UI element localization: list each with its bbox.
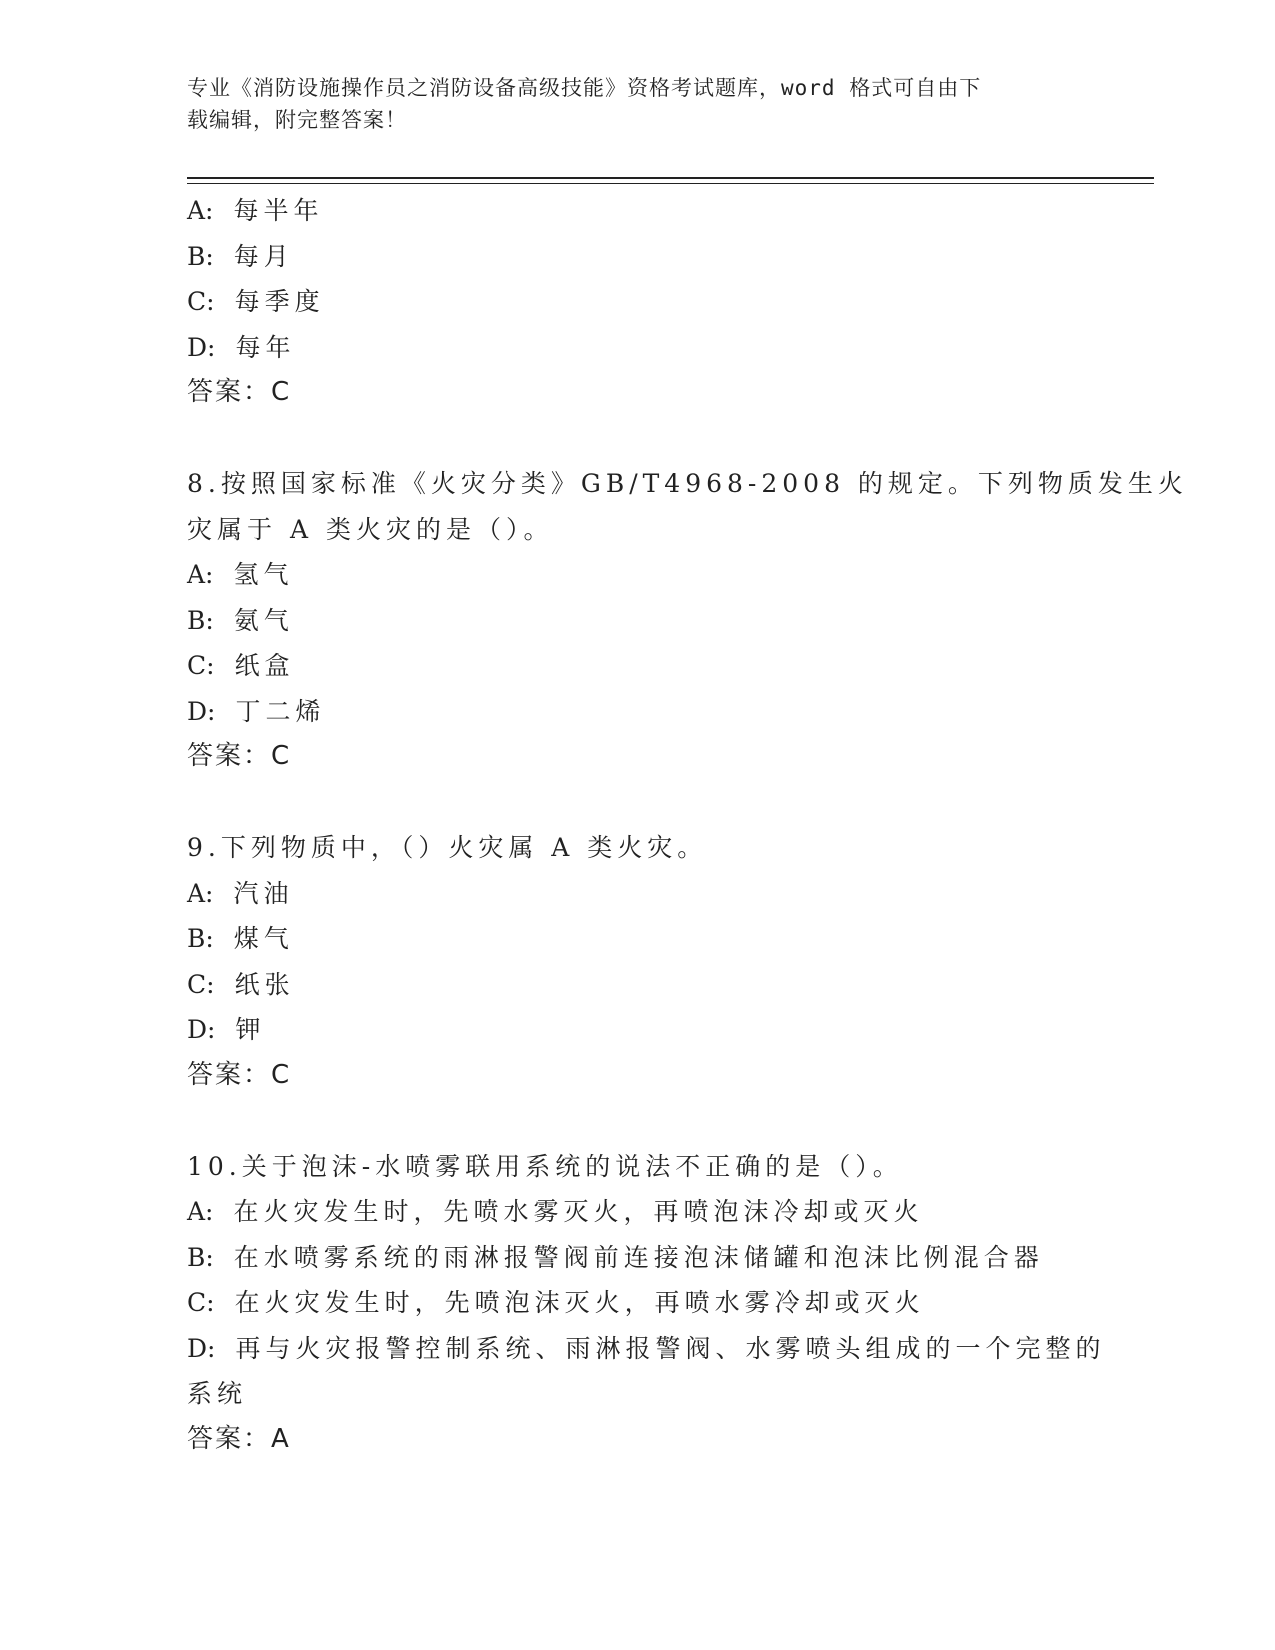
option-d: D: 丁二烯 <box>187 696 326 726</box>
option-c: C: 纸盒 <box>187 651 295 680</box>
answer-line: 答案：A <box>187 1423 291 1454</box>
spacer <box>187 416 1087 462</box>
option-b: B: 在水喷雾系统的雨淋报警阀前连接泡沫储罐和泡沫比例混合器 <box>187 1242 1044 1272</box>
header-line-2: 载编辑，附完整答案！ <box>187 108 407 132</box>
spacer <box>187 780 1087 826</box>
option-a: A: 汽油 <box>187 878 294 908</box>
option-b: B: 每月 <box>187 241 294 271</box>
question-10 <box>187 1144 1106 1463</box>
question-9 <box>187 825 1087 1098</box>
header-line-1: 专业《消防设施操作员之消防设备高级技能》资格考试题库，word 格式可自由下 <box>187 76 982 100</box>
spacer <box>187 1098 1087 1144</box>
question-continued <box>187 188 1087 416</box>
header-divider-thin <box>187 183 1154 184</box>
header-divider-thick <box>187 177 1154 179</box>
option-b: B: 氨气 <box>187 605 294 635</box>
option-d: D: 每年 <box>187 332 296 362</box>
question-list <box>187 188 1188 1462</box>
option-d: D: 再与火灾报警控制系统、雨淋报警阀、水雾喷头组成的一个完整的 <box>187 1333 1106 1363</box>
answer-line: 答案：C <box>187 741 292 771</box>
option-b: B: 煤气 <box>187 924 294 953</box>
option-a: A: 在火灾发生时，先喷水雾灭火，再喷泡沫冷却或灭火 <box>187 1197 924 1226</box>
option-a: A: 每半年 <box>187 196 324 225</box>
option-c: C: 在火灾发生时，先喷泡沫灭火，再喷水雾冷却或灭火 <box>187 1288 925 1317</box>
option-a: A: 氢气 <box>187 560 294 589</box>
question-stem: 9.下列物质中，（）火灾属 A 类火灾。 <box>187 833 708 862</box>
option-d-continuation: 系统 <box>187 1379 248 1408</box>
option-d: D: 钾 <box>187 1015 266 1044</box>
question-8 <box>187 461 1188 780</box>
question-stem: 10.关于泡沫-水喷雾联用系统的说法不正确的是（）。 <box>187 1151 903 1181</box>
document-header <box>187 72 1077 136</box>
question-stem: 8.按照国家标准《火灾分类》GB/T4968-2008 的规定。下列物质发生火 <box>187 469 1188 498</box>
answer-line: 答案：C <box>187 1059 292 1090</box>
answer-line: 答案：C <box>187 377 292 407</box>
option-c: C: 纸张 <box>187 969 295 999</box>
option-c: C: 每季度 <box>187 287 325 316</box>
question-stem: 灾属于 A 类火灾的是（）。 <box>187 514 554 544</box>
